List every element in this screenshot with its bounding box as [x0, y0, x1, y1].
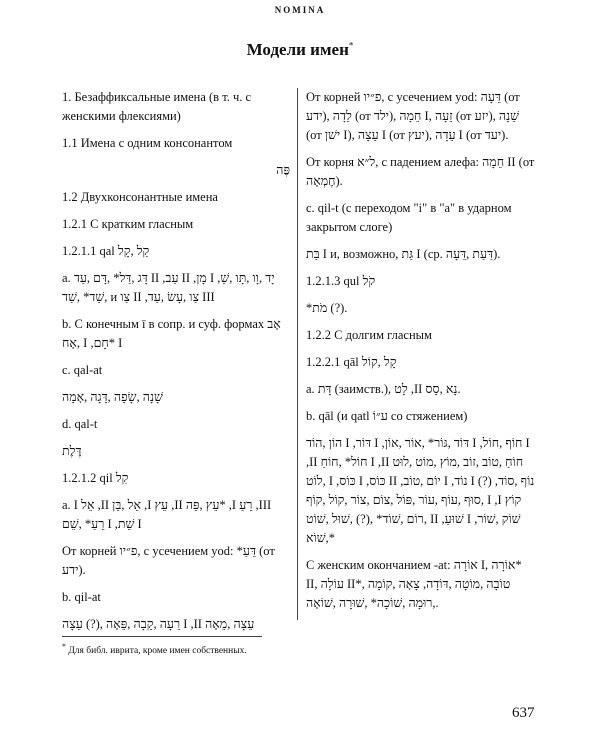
footnote-rule — [62, 636, 262, 637]
right-para: הוֹן ,הוֹד I ,דּוֹר I ,דּוֹד ,גּוֹר* ,אוֹר ,אוֹן I ,חוֹף ,חוֹל I ,II חוֹל* ,חוֹחַ I ,II חוֹחַ ,טוֹב ,זוֹב ,מוֹץ ,מוֹט ,לוּט ,לוֹט I ,כּוֹס I ,כּוֹס II ,יוֹם ,טוֹב I ,נוֹד I (?) ,נוֹף ,סוֹד ,סוּף ,עוֹף ,עוֹר ,פּוֹל ,צוֹם ,צוֹר ,קוֹל ,קוֹף I ,I קוֹץ ,רוֹם ,שׁוֹד* ,(?) ,שׁוּל ,שׁוֹט II ,שׁוּעַ I ,שׁוֹק ,שׁוֹר ,שׁוֹא* — [306, 436, 535, 545]
left-para: 1.2 Двухконсонантные имена — [62, 190, 218, 204]
footnote — [62, 642, 362, 656]
title-footnote-marker: * — [348, 40, 354, 51]
right-para: בַּת I и, возможно, גַּת I (ср. דַּעַת ,דֵּעָה). — [306, 247, 501, 261]
right-para: От корней פ״יו, с усечением yod: דֵּעָה (от ידע), לֵדָה (от ילד), חֵמָה I, זֵעָה (от יזע), שֵׁנָה (от ישׁן I), עֵצָה I (от יעץ), עֵדָה I (от יעד). — [306, 90, 520, 142]
left-para: c. qal-at — [62, 363, 103, 377]
footnote-marker: * — [62, 642, 66, 651]
left-para: 1.1 Имена с одним консонантом — [62, 136, 233, 150]
right-para: С женским окончанием -at: אוֹרָה I, אוֹרָה* II, עוֹלָה II*, טוֹבָה ,מוֹטָה ,דּוֹדָה, צָאָה ,קוֹמָה ,רוּמָה ,שׁוֹכָה* ,שׁוּרָה ,שׁוֹאָה. — [306, 558, 522, 610]
left-para: 1.2.1 С кратким гласным — [62, 217, 194, 231]
running-head: NOMINA — [274, 5, 326, 15]
right-para: От корня ל״א, с падением алефа: חֵמָה II (от חֶמְאָה). — [306, 155, 535, 188]
left-para: b. qil-at — [62, 590, 101, 604]
right-para: 1.2.1.3 qul קֹל — [306, 274, 376, 288]
left-column — [62, 88, 290, 642]
left-para: b. С конечным ī в сопр. и суф. формах אָב ,אָח I ,חָם* I — [62, 317, 281, 350]
left-para: רֵעָה ,קֵבָה ,פֵּאָה ,(?) עֵצָה I ,II עֵצָה ,מֵאָה — [62, 617, 255, 631]
right-para: b. qāl (и qatl ע״וֹ со стяжением) — [306, 409, 468, 423]
right-para: 1.2.2.1 qāl קָל ,קוֹל — [306, 355, 397, 369]
right-para: a. דָּת (заимств.), לָט ,II נָא ,סָס. — [306, 382, 461, 396]
left-para: a. דָּג ,דַּל* ,דָּם ,עַד II ,עַב II ,מָן I ,יָד ,וָו ,תָּו ,שַׁ ,שַׁד* ,שַׁד и צַו II ,צַו ,עָשׂ ,עַד III — [62, 271, 275, 304]
right-column — [306, 88, 536, 621]
left-para: 1. Безаффиксальные имена (в т. ч. с женскими флексиями) — [62, 90, 252, 123]
left-para: דֶּלֶת — [62, 444, 82, 458]
page-number: 637 — [512, 705, 535, 721]
left-para: 1.2.1.1 qal קַל ,קָל — [62, 244, 150, 258]
page-title-text: Модели имен — [246, 40, 349, 59]
left-para: 1.2.1.2 qil קִל — [62, 471, 129, 485]
right-para: 1.2.2 С долгим гласным — [306, 328, 432, 342]
right-para: c. qil-t (с переходом "i" в "a" в ударном закрытом слоге) — [306, 201, 512, 234]
left-para: פֶּה — [276, 163, 290, 177]
left-para: a. I אֵל ,II אֵל ,בֵּן ,I עֵץ ,II עֵץ ,פֵּה* ,I רֵעַ ,III רֵעַ* ,שֵׁם I ,שֵׁת I — [62, 498, 272, 531]
footnote-text: Для библ. иврита, кроме имен собственных. — [68, 646, 247, 657]
left-para: d. qal-t — [62, 417, 98, 431]
column-divider — [297, 88, 298, 620]
page-title — [0, 40, 600, 60]
left-para: שָׁנָה ,שָׂפָה ,דָּגָה ,אָמָה — [62, 390, 163, 404]
right-para: *מֹת (?). — [306, 301, 348, 315]
left-para: От корней פ״יו, с усечением yod: *דֵּעַ (от ידע). — [62, 544, 275, 577]
